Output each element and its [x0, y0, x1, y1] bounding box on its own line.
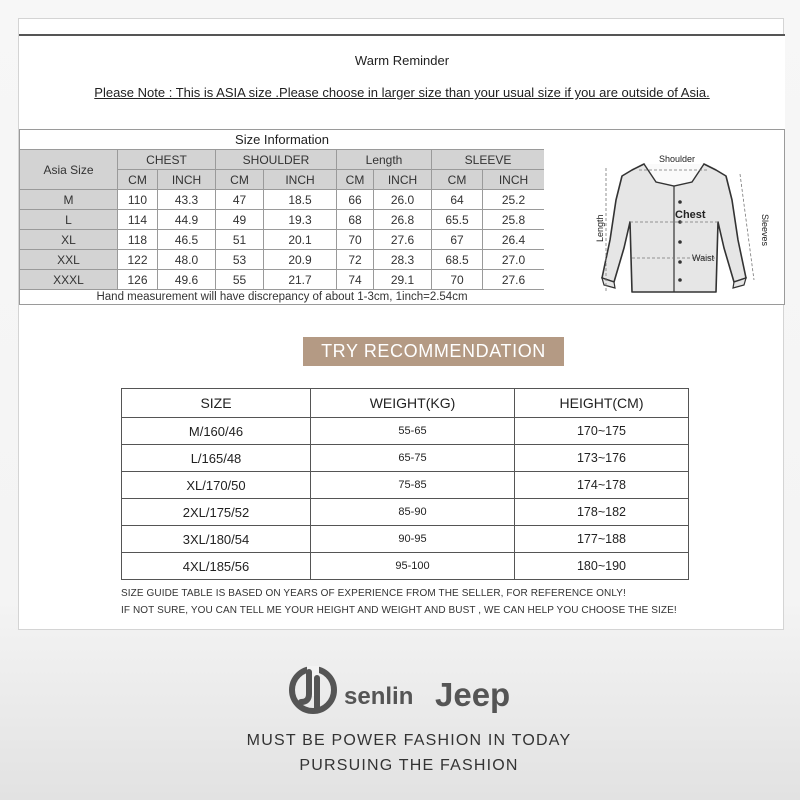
help-choose-disclaimer: IF NOT SURE, YOU CAN TELL ME YOUR HEIGHT AND WEIGHT AND BUST , WE CAN HELP YOU CHOOSE THE SIZE!: [121, 605, 677, 616]
waist-label: Waist: [692, 253, 715, 263]
measure-cell: 20.9: [264, 250, 337, 270]
measure-cell: 114: [118, 210, 158, 230]
height-cell: 174~178: [515, 472, 689, 499]
measure-cell: 25.2: [483, 190, 545, 210]
asia-size-header: Asia Size: [20, 150, 118, 190]
table-row: [20, 210, 545, 230]
senlin-jeep-logo: [289, 660, 549, 720]
weight-cell: 95-100: [311, 553, 515, 580]
size-cell: XXL: [20, 250, 118, 270]
measure-cell: 27.0: [483, 250, 545, 270]
unit-header: INCH: [158, 170, 216, 190]
size-cell: L: [20, 210, 118, 230]
measure-cell: 66: [337, 190, 374, 210]
size-cell: XXXL: [20, 270, 118, 290]
measure-cell: 27.6: [374, 230, 432, 250]
measure-cell: 26.8: [374, 210, 432, 230]
weight-cell: 55-65: [311, 418, 515, 445]
size-cell: XL/170/50: [122, 472, 311, 499]
measure-cell: 68.5: [432, 250, 483, 270]
measure-cell: 20.1: [264, 230, 337, 250]
measure-cell: 70: [432, 270, 483, 290]
unit-header: CM: [216, 170, 264, 190]
table-row: [20, 230, 545, 250]
unit-header: INCH: [264, 170, 337, 190]
measure-cell: 43.3: [158, 190, 216, 210]
table-row: [20, 190, 545, 210]
table-row: [122, 445, 689, 472]
measure-cell: 53: [216, 250, 264, 270]
measure-cell: 46.5: [158, 230, 216, 250]
sleeve-header: SLEEVE: [432, 150, 545, 170]
size-table-caption: Size Information: [20, 130, 545, 150]
height-column-header: HEIGHT(CM): [515, 389, 689, 418]
chest-label: Chest: [675, 209, 706, 221]
measure-cell: 26.4: [483, 230, 545, 250]
measure-cell: 29.1: [374, 270, 432, 290]
measure-cell: 44.9: [158, 210, 216, 230]
reminder-title: Warm Reminder: [354, 53, 450, 68]
size-cell: XL: [20, 230, 118, 250]
slogan-line-1: MUST BE POWER FASHION IN TODAY: [246, 732, 572, 749]
recommendation-header-row: [122, 389, 689, 418]
measure-cell: 74: [337, 270, 374, 290]
size-column-header: SIZE: [122, 389, 311, 418]
shoulder-label: Shoulder: [659, 154, 696, 164]
measure-cell: 70: [337, 230, 374, 250]
unit-header: CM: [337, 170, 374, 190]
measure-cell: 64: [432, 190, 483, 210]
unit-header: INCH: [483, 170, 545, 190]
measurement-footnote: Hand measurement will have discrepancy of about 1-3cm, 1inch=2.54cm: [20, 290, 545, 305]
measure-cell: 51: [216, 230, 264, 250]
table-row: [122, 418, 689, 445]
size-table-caption-row: [20, 130, 545, 150]
unit-header: INCH: [374, 170, 432, 190]
size-table-footnote-row: [20, 290, 545, 305]
height-cell: 180~190: [515, 553, 689, 580]
size-information-table: [19, 129, 545, 305]
brand-logo: [289, 660, 549, 720]
measure-cell: 72: [337, 250, 374, 270]
size-table-group-row: [20, 150, 545, 170]
measure-cell: 21.7: [264, 270, 337, 290]
recommendation-table: [121, 388, 689, 580]
measure-cell: 25.8: [483, 210, 545, 230]
unit-header: CM: [118, 170, 158, 190]
measure-cell: 49.6: [158, 270, 216, 290]
measure-cell: 26.0: [374, 190, 432, 210]
size-cell: M/160/46: [122, 418, 311, 445]
size-cell: 2XL/175/52: [122, 499, 311, 526]
slogan-line-2: PURSUING THE FASHION: [299, 757, 519, 774]
chest-header: CHEST: [118, 150, 216, 170]
measure-cell: 65.5: [432, 210, 483, 230]
table-row: [20, 250, 545, 270]
warm-reminder-box: [19, 34, 785, 130]
weight-cell: 65-75: [311, 445, 515, 472]
shirt-diagram-panel: [544, 129, 785, 305]
measure-cell: 55: [216, 270, 264, 290]
size-cell: 3XL/180/54: [122, 526, 311, 553]
measure-cell: 27.6: [483, 270, 545, 290]
measure-cell: 47: [216, 190, 264, 210]
measure-cell: 18.5: [264, 190, 337, 210]
measure-cell: 48.0: [158, 250, 216, 270]
brand-name-big: Jeep: [435, 676, 511, 713]
brand-name-small: senlin: [344, 683, 414, 710]
reminder-note: Please Note : This is ASIA size .Please choose in larger size than your usual size if you are outside of Asia.: [94, 85, 710, 100]
try-recommendation-banner: TRY RECOMMENDATION: [303, 337, 564, 366]
size-cell: 4XL/185/56: [122, 553, 311, 580]
height-cell: 177~188: [515, 526, 689, 553]
sleeves-label: Sleeves: [760, 214, 770, 247]
measure-cell: 28.3: [374, 250, 432, 270]
table-row: [122, 499, 689, 526]
weight-cell: 90-95: [311, 526, 515, 553]
weight-column-header: WEIGHT(KG): [311, 389, 515, 418]
shirt-diagram: [544, 130, 784, 305]
measure-cell: 68: [337, 210, 374, 230]
measure-cell: 122: [118, 250, 158, 270]
height-cell: 178~182: [515, 499, 689, 526]
table-row: [122, 472, 689, 499]
height-cell: 173~176: [515, 445, 689, 472]
weight-cell: 85-90: [311, 499, 515, 526]
measure-cell: 118: [118, 230, 158, 250]
table-row: [122, 526, 689, 553]
table-row: [20, 270, 545, 290]
measure-cell: 126: [118, 270, 158, 290]
measure-cell: 19.3: [264, 210, 337, 230]
length-label: Length: [595, 214, 605, 242]
size-guide-disclaimer: SIZE GUIDE TABLE IS BASED ON YEARS OF EXPERIENCE FROM THE SELLER, FOR REFERENCE ONLY!: [121, 588, 626, 599]
table-row: [122, 553, 689, 580]
length-header: Length: [337, 150, 432, 170]
measure-cell: 67: [432, 230, 483, 250]
measure-cell: 110: [118, 190, 158, 210]
weight-cell: 75-85: [311, 472, 515, 499]
measure-cell: 49: [216, 210, 264, 230]
size-cell: M: [20, 190, 118, 210]
shoulder-header: SHOULDER: [216, 150, 337, 170]
size-cell: L/165/48: [122, 445, 311, 472]
unit-header: CM: [432, 170, 483, 190]
height-cell: 170~175: [515, 418, 689, 445]
